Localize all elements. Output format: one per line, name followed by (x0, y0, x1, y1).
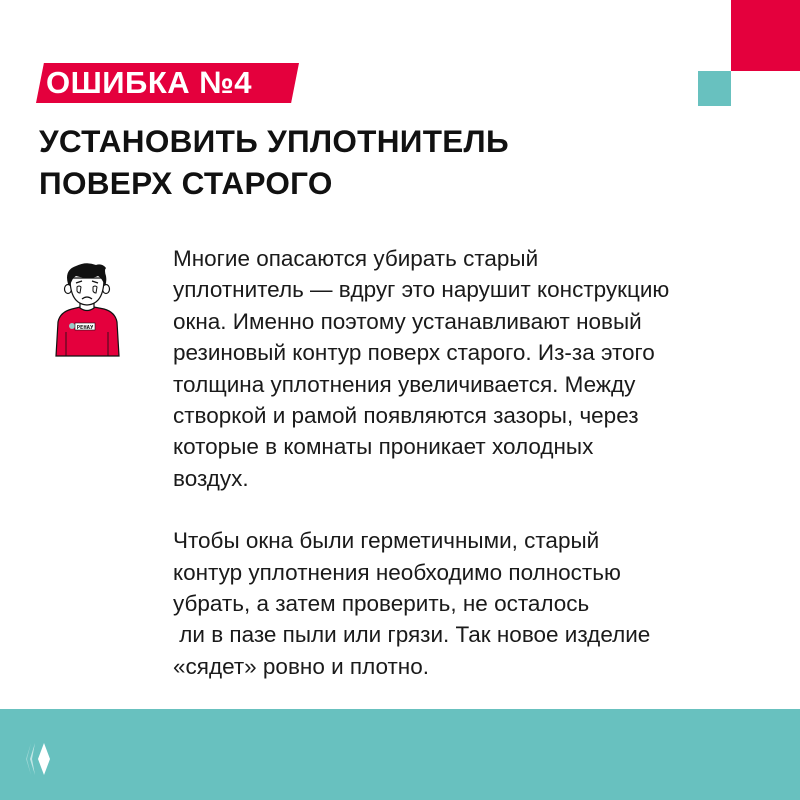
text-line: резиновый контур поверх старого. Из-за этого (173, 340, 655, 366)
paragraph-2 (173, 525, 793, 682)
text-line: створкой и рамой появляются зазоры, через (173, 403, 639, 429)
text-line: убрать, а затем проверить, не осталось (173, 591, 590, 617)
footer-bar (0, 709, 800, 800)
title-line-2: ПОВЕРХ СТАРОГО (39, 165, 333, 201)
text-line: Многие опасаются убирать старый (173, 246, 539, 271)
paragraph-1 (173, 243, 793, 494)
corner-decoration-teal (698, 71, 731, 106)
text-line: которые в комнаты проникает холодных (173, 434, 594, 460)
body-text (173, 243, 793, 682)
text-line: Чтобы окна были герметичными, старый (173, 528, 600, 554)
page-title (39, 120, 639, 204)
mistake-badge-label: ОШИБКА №4 (46, 65, 253, 100)
text-line: воздух. (173, 465, 249, 491)
brand-diamond-icon (24, 742, 56, 776)
corner-decoration-red (731, 0, 800, 71)
text-line: контур уплотнения необходимо полностью (173, 559, 621, 585)
text-line: окна. Именно поэтому устанавливают новый (173, 308, 642, 334)
title-line-1: УСТАНОВИТЬ УПЛОТНИТЕЛЬ (39, 123, 509, 159)
text-line: ли в пазе пыли или грязи. Так новое изделие (173, 622, 651, 648)
sad-man-icon (52, 262, 122, 358)
text-line: толщина уплотнения увеличивается. Между (173, 371, 636, 397)
text-line: «сядет» ровно и плотно. (173, 653, 429, 679)
text-line: уплотнитель — вдруг это нарушит конструкцию (173, 277, 670, 303)
shirt-label: РЕНАУ (76, 325, 94, 331)
